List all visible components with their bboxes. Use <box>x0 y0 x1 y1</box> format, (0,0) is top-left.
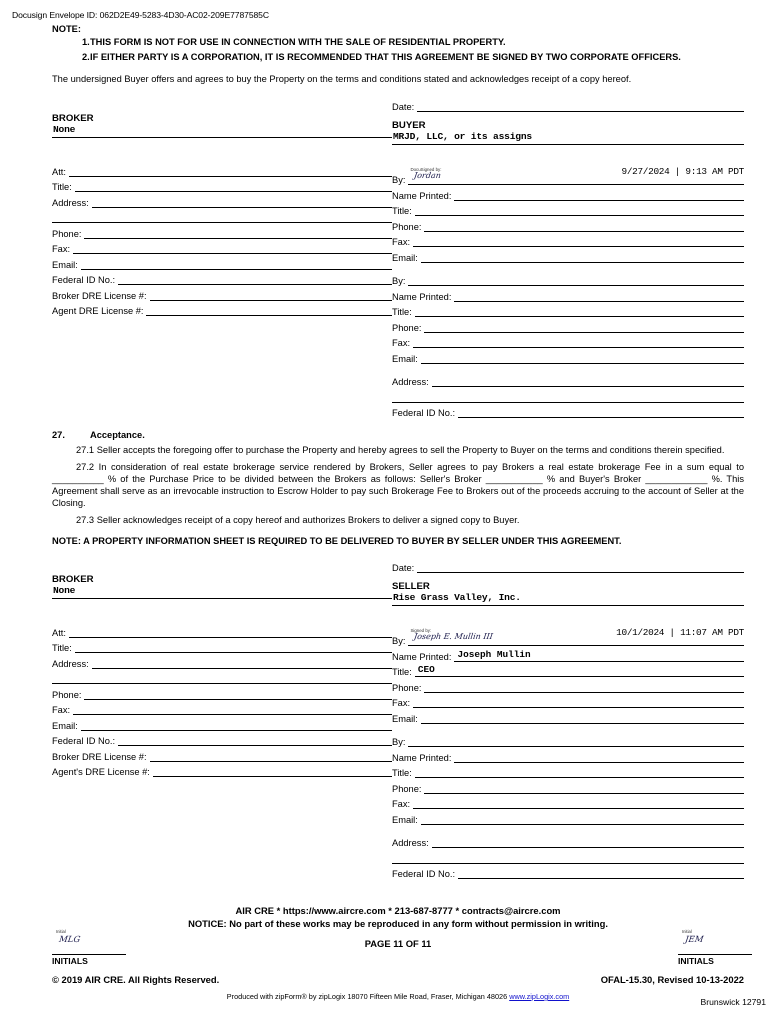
seller-broker-column <box>52 558 392 880</box>
broker-email-row <box>52 254 392 270</box>
att-label: Att: <box>52 627 66 638</box>
broker-address-input-2[interactable] <box>52 210 392 223</box>
agent-dre-input[interactable] <box>146 303 392 316</box>
initial-mark: JEM <box>684 935 705 945</box>
seller-email-input[interactable] <box>421 711 744 724</box>
buyer2-phone-row <box>392 317 744 333</box>
fax-label: Fax: <box>52 244 71 255</box>
broker-federal-id-row <box>52 270 392 286</box>
buyer-fax-row <box>392 232 744 248</box>
buyer2-federal-id-row <box>392 403 744 419</box>
buyer2-title-input[interactable] <box>415 304 744 317</box>
email-label: Email: <box>392 713 418 724</box>
title-label: Title: <box>392 768 412 779</box>
acceptance-p1-text: Seller accepts the foregoing offer to purchase the Property and hereby agrees to sell the Property to Buyer on the terms and conditions therein specified. <box>96 445 725 456</box>
seller-agents-dre-row <box>52 762 392 778</box>
seller-broker-email-row <box>52 715 392 731</box>
email-label: Email: <box>392 353 418 364</box>
acceptance-p2-text: In consideration of real estate brokerage service rendered by Brokers, Seller agrees to pay Brokers a real estate brokerage Fee in a sum equal to __________ % of the Purchase Price to be divided between the Brokers as follows: Seller's Broker ___________ % and Buyer's Broker ____________ %. This Agreement shall serve as an irrevocable instruction to Escrow Holder to pay such Brokerage Fee to Brokers out of the proceeds accruing to the account of Seller at the Closing. <box>52 461 744 509</box>
initial-tag: Initial <box>682 929 692 934</box>
initial-mark: MLG <box>58 935 81 945</box>
buyer2-fax-input[interactable] <box>413 335 744 348</box>
name-printed-label: Name Printed: <box>392 752 452 763</box>
buyer2-signature-input[interactable] <box>408 273 744 286</box>
phone-label: Phone: <box>392 682 422 693</box>
initials-label: INITIALS <box>52 956 88 966</box>
seller2-fax-row <box>392 794 744 810</box>
address-label: Address: <box>392 838 429 849</box>
buyer-phone-row <box>392 216 744 232</box>
seller2-name-printed-row <box>392 747 744 763</box>
seller-broker-fax-row <box>52 700 392 716</box>
broker-address-row-2 <box>52 208 392 224</box>
buyer2-federal-id-input[interactable] <box>458 405 744 418</box>
title-label: Title: <box>392 667 412 678</box>
broker-dre-label: Broker DRE License #: <box>52 751 147 762</box>
buyer-signature-block <box>52 97 744 419</box>
seller2-federal-id-row <box>392 864 744 880</box>
buyer-signature-field[interactable] <box>408 168 744 185</box>
buyer-date-input[interactable] <box>417 99 744 112</box>
seller-signature-field[interactable] <box>408 629 744 646</box>
fax-label: Fax: <box>392 237 411 248</box>
seller2-address-input-2[interactable] <box>392 851 744 864</box>
produced-with-line <box>52 992 744 1001</box>
buyer-broker-column <box>52 97 392 419</box>
property-info-note: NOTE: A PROPERTY INFORMATION SHEET IS REQUIRED TO BE DELIVERED TO BUYER BY SELLER UNDER THIS AGREEMENT. <box>52 535 622 546</box>
att-label: Att: <box>52 166 66 177</box>
seller2-title-input[interactable] <box>415 765 744 778</box>
seller-broker-fax-input[interactable] <box>73 702 392 715</box>
address-label: Address: <box>392 377 429 388</box>
seller-email-row <box>392 708 744 724</box>
produced-text: Produced with zipForm® by zipLogix 18070 Fifteen Mile Road, Fraser, Michigan 48026 <box>226 992 510 1001</box>
seller2-address-row-2 <box>392 848 744 864</box>
buyer-email-input[interactable] <box>421 250 744 263</box>
undersigned-paragraph: The undersigned Buyer offers and agrees to buy the Property on the terms and conditions stated and acknowledges receipt of a copy hereof. <box>52 73 632 84</box>
phone-label: Phone: <box>392 783 422 794</box>
agents-dre-label: Agent's DRE License #: <box>52 767 150 778</box>
ziplogix-link[interactable]: www.zipLogix.com <box>509 992 570 1001</box>
seller2-title-row <box>392 763 744 779</box>
seller-broker-email-input[interactable] <box>81 718 392 731</box>
seller-date-input[interactable] <box>417 560 744 573</box>
signature-mark: Jordan <box>413 171 442 181</box>
broker-dre-row <box>52 285 392 301</box>
date-label: Date: <box>392 101 415 112</box>
acceptance-title: Acceptance. <box>90 430 145 441</box>
broker-dre-input[interactable] <box>150 288 392 301</box>
seller2-email-row <box>392 809 744 825</box>
broker-fax-row <box>52 239 392 255</box>
buyer-name-field[interactable]: MRJD, LLC, or its assigns <box>392 131 744 145</box>
by-label: By: <box>392 276 406 287</box>
seller-broker-address-row <box>52 653 392 669</box>
seller-name-printed-row <box>392 646 744 662</box>
note-item-number: 1. <box>82 37 90 47</box>
buyer2-email-row <box>392 348 744 364</box>
agent-dre-row <box>52 301 392 317</box>
buyer-column <box>392 97 744 419</box>
note-item <box>52 52 744 64</box>
buyer2-address-input-2[interactable] <box>392 390 744 403</box>
seller2-address-input[interactable] <box>432 835 744 848</box>
name-printed-label: Name Printed: <box>392 190 452 201</box>
broker-dre-label: Broker DRE License #: <box>52 290 147 301</box>
broker-email-input[interactable] <box>81 257 392 270</box>
fax-label: Fax: <box>52 705 71 716</box>
seller-fax-row <box>392 693 744 709</box>
phone-label: Phone: <box>52 228 82 239</box>
seller2-name-printed-input[interactable] <box>454 750 744 763</box>
title-label: Title: <box>392 307 412 318</box>
phone-label: Phone: <box>52 689 82 700</box>
seller2-address-row <box>392 833 744 849</box>
broker-heading: BROKER <box>52 112 94 124</box>
note-item-number: 2. <box>82 51 90 62</box>
signature-mark: Joseph E. Mullin III <box>413 632 494 642</box>
footer-rights-row <box>52 974 744 985</box>
federal-id-label: Federal ID No.: <box>392 869 456 880</box>
buyer2-fax-row <box>392 333 744 349</box>
email-label: Email: <box>52 720 78 731</box>
buyer-name-printed-input[interactable] <box>454 188 744 201</box>
fax-label: Fax: <box>392 698 411 709</box>
note-label: NOTE: <box>52 24 81 34</box>
seller-phone-input[interactable] <box>424 680 744 693</box>
initials-label: INITIALS <box>678 956 714 966</box>
seller2-phone-row <box>392 778 744 794</box>
seller-name-field[interactable]: Rise Grass Valley, Inc. <box>392 592 744 606</box>
docusign-tag: DocuSigned by: <box>410 167 442 173</box>
federal-id-label: Federal ID No.: <box>52 736 116 747</box>
seller-fax-input[interactable] <box>413 695 744 708</box>
by-label: By: <box>392 636 406 647</box>
signature-timestamp: 10/1/2024 | 11:07 AM PDT <box>616 627 744 639</box>
seller-broker-phone-input[interactable] <box>84 687 392 700</box>
buyer2-name-printed-input[interactable] <box>454 289 744 302</box>
seller-broker-dre-input[interactable] <box>150 749 392 762</box>
acceptance-p2-number: 27.2 <box>76 461 95 472</box>
fax-label: Fax: <box>392 799 411 810</box>
broker-title-input[interactable] <box>75 179 392 192</box>
seller2-federal-id-input[interactable] <box>458 866 744 879</box>
acceptance-paragraph-1 <box>52 444 744 456</box>
buyer-name-printed-row <box>392 185 744 201</box>
seller-broker-att-row <box>52 622 392 638</box>
broker-federal-id-input[interactable] <box>118 272 392 285</box>
seller-signature-block <box>52 558 744 880</box>
broker-address-row <box>52 192 392 208</box>
phone-label: Phone: <box>392 221 422 232</box>
buyer-heading: BUYER <box>392 119 426 131</box>
seller-broker-name-field[interactable]: None <box>52 585 392 599</box>
buyer-signature-row <box>392 168 744 185</box>
initial-tag: Initial <box>56 929 66 934</box>
buyer2-address-row-2 <box>392 387 744 403</box>
buyer2-name-printed-row <box>392 286 744 302</box>
seller-broker-address-row-2 <box>52 669 392 685</box>
title-label: Title: <box>52 643 72 654</box>
seller-broker-dre-row <box>52 746 392 762</box>
seller-name-printed-input[interactable]: Joseph Mullin <box>454 649 744 662</box>
seller-date-row <box>392 558 744 573</box>
seller-title-input[interactable]: CEO <box>415 664 744 677</box>
buyer2-title-row <box>392 302 744 318</box>
seller2-email-input[interactable] <box>421 812 744 825</box>
footer-contact-line: AIR CRE * https://www.aircre.com * 213-687-8777 * contracts@aircre.com <box>235 905 561 916</box>
buyer2-phone-input[interactable] <box>424 320 744 333</box>
seller-phone-row <box>392 677 744 693</box>
acceptance-number: 27. <box>52 430 65 441</box>
buyer2-by-row <box>392 271 744 287</box>
acceptance-paragraph-3 <box>52 514 744 526</box>
note-item <box>52 37 744 49</box>
buyer-email-row <box>392 247 744 263</box>
copyright-text: © 2019 AIR CRE. All Rights Reserved. <box>52 974 220 985</box>
by-label: By: <box>392 737 406 748</box>
name-printed-label: Name Printed: <box>392 651 452 662</box>
name-printed-label: Name Printed: <box>392 291 452 302</box>
date-label: Date: <box>392 562 415 573</box>
buyer-title-input[interactable] <box>415 203 744 216</box>
footer <box>52 905 744 949</box>
seller-column <box>392 558 744 880</box>
acceptance-p1-number: 27.1 <box>76 445 95 456</box>
federal-id-label: Federal ID No.: <box>392 408 456 419</box>
acceptance-p3-text: Seller acknowledges receipt of a copy hereof and authorizes Brokers to deliver a signed copy to Buyer. <box>96 514 520 525</box>
broker-title-row <box>52 177 392 193</box>
brunswick-reference: Brunswick 12791 <box>700 997 766 1007</box>
fax-label: Fax: <box>392 338 411 349</box>
broker-address-input[interactable] <box>92 195 392 208</box>
seller2-fax-input[interactable] <box>413 796 744 809</box>
note-item-text: IF EITHER PARTY IS A CORPORATION, IT IS RECOMMENDED THAT THIS AGREEMENT BE SIGNED BY TWO CORPORATE OFFICERS. <box>90 51 681 62</box>
broker-fax-input[interactable] <box>73 241 392 254</box>
seller-broker-federal-id-input[interactable] <box>118 733 392 746</box>
seller-broker-phone-row <box>52 684 392 700</box>
broker-heading: BROKER <box>52 573 94 585</box>
broker-phone-input[interactable] <box>84 226 392 239</box>
acceptance-paragraph-2 <box>52 461 744 510</box>
seller-broker-att-input[interactable] <box>69 625 392 638</box>
seller-broker-address-input-2[interactable] <box>52 671 392 684</box>
seller-broker-title-row <box>52 638 392 654</box>
seller-signature-row <box>392 629 744 646</box>
buyer-date-row <box>392 97 744 112</box>
form-code: OFAL-15.30, Revised 10-13-2022 <box>600 974 744 985</box>
broker-name-field[interactable]: None <box>52 124 392 138</box>
docusign-tag: Signed by: <box>410 628 432 634</box>
signature-timestamp: 9/27/2024 | 9:13 AM PDT <box>621 166 744 178</box>
seller2-by-row <box>392 732 744 748</box>
broker-att-input[interactable] <box>69 164 392 177</box>
title-label: Title: <box>52 182 72 193</box>
buyer2-email-input[interactable] <box>421 351 744 364</box>
broker-att-row <box>52 161 392 177</box>
address-label: Address: <box>52 658 89 669</box>
seller2-signature-input[interactable] <box>408 734 744 747</box>
email-label: Email: <box>52 259 78 270</box>
agent-dre-label: Agent DRE License #: <box>52 306 144 317</box>
phone-label: Phone: <box>392 322 422 333</box>
buyer-title-row <box>392 201 744 217</box>
broker-phone-row <box>52 223 392 239</box>
buyer-phone-input[interactable] <box>424 219 744 232</box>
seller-agents-dre-input[interactable] <box>153 764 392 777</box>
page-number: PAGE 11 OF 11 <box>364 938 432 949</box>
envelope-id: Docusign Envelope ID: 062D2E49-5283-4D30-AC02-209E7787585C <box>12 10 269 20</box>
address-label: Address: <box>52 197 89 208</box>
seller-heading: SELLER <box>392 580 430 592</box>
federal-id-label: Federal ID No.: <box>52 275 116 286</box>
note-item-text: THIS FORM IS NOT FOR USE IN CONNECTION WITH THE SALE OF RESIDENTIAL PROPERTY. <box>90 37 506 47</box>
buyer2-address-row <box>392 372 744 388</box>
email-label: Email: <box>392 252 418 263</box>
buyer2-address-input[interactable] <box>432 374 744 387</box>
email-label: Email: <box>392 814 418 825</box>
seller2-phone-input[interactable] <box>424 781 744 794</box>
acceptance-heading <box>52 430 744 440</box>
seller-broker-address-input[interactable] <box>92 656 392 669</box>
title-label: Title: <box>392 206 412 217</box>
by-label: By: <box>392 175 406 186</box>
acceptance-p3-number: 27.3 <box>76 514 95 525</box>
document-content <box>52 24 744 879</box>
seller-broker-title-input[interactable] <box>75 640 392 653</box>
seller-title-row <box>392 662 744 678</box>
buyer-fax-input[interactable] <box>413 234 744 247</box>
footer-notice-line: NOTICE: No part of these works may be reproduced in any form without permission in writing. <box>188 918 608 929</box>
seller-broker-federal-id-row <box>52 731 392 747</box>
